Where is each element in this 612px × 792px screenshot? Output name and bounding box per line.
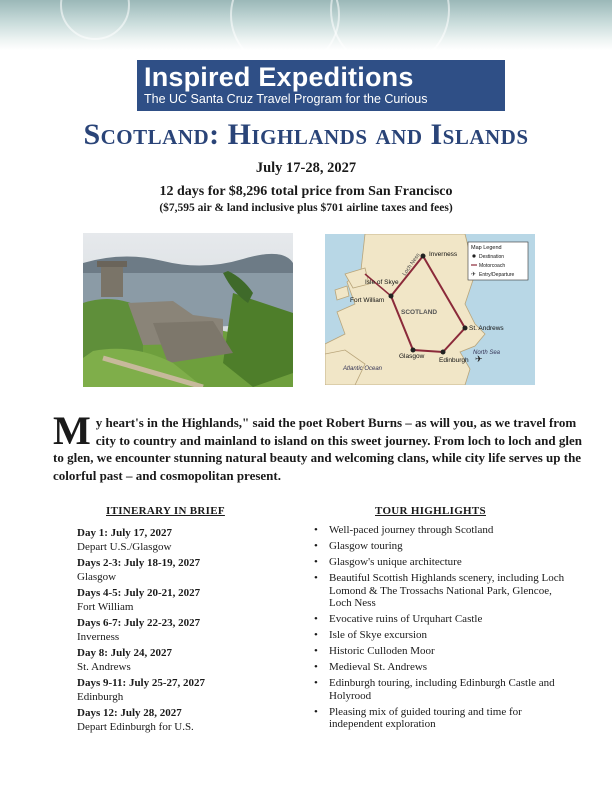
itinerary-day	[77, 617, 297, 644]
itinerary-day-title: Days 4-5: July 20-21, 2027	[77, 587, 201, 599]
highlight-item: • Evocative ruins of Urquhart Castle	[313, 613, 573, 626]
itinerary-day-title: Day 8: July 24, 2027	[77, 647, 173, 659]
itinerary-day	[77, 647, 297, 674]
map-label-isle-of-skye: Isle of Skye	[365, 279, 399, 286]
page-title: Scotland: Highlands and Islands	[83, 118, 529, 151]
highlight-item: • Well-paced journey through Scotland	[313, 524, 573, 537]
map-label-inverness: Inverness	[429, 251, 458, 258]
top-banner	[0, 0, 612, 50]
tour-price: 12 days for $8,296 total price from San Francisco	[159, 184, 453, 199]
map-label-loch-ness: Loch Ness	[401, 252, 422, 278]
itinerary-day-place: Depart U.S./Glasgow	[77, 540, 172, 553]
highlights-list	[313, 524, 573, 734]
highlight-item: • Pleasing mix of guided touring and time for independent exploration	[313, 706, 573, 731]
itinerary-list	[77, 527, 297, 737]
itinerary-day-place: Edinburgh	[77, 690, 124, 703]
map-label-st-andrews: St. Andrews	[469, 325, 504, 332]
intro-text: y heart's in the Highlands," said the poet Robert Burns – as will you, as we travel from city to country and mainland to island on this sweet journey. From loch to loch and glen to glen, we encounter stunning natural beauty and welcoming clans, while city life serves up the colorful past – and cosmopolitan present.	[53, 415, 582, 483]
legend-item-motorcoach: Motorcoach	[479, 263, 506, 269]
route-map	[325, 234, 535, 385]
itinerary-day-place: Glasgow	[77, 570, 117, 583]
itinerary-day-title: Days 2-3: July 18-19, 2027	[77, 557, 201, 569]
coin-decoration	[330, 0, 450, 50]
highlight-item: • Historic Culloden Moor	[313, 645, 573, 658]
coin-decoration	[60, 0, 130, 40]
highlights-heading: TOUR HIGHLIGHTS	[375, 505, 486, 517]
map-label-edinburgh: Edinburgh	[439, 357, 469, 364]
itinerary-day-place: Fort William	[77, 600, 134, 613]
highlight-item: • Beautiful Scottish Highlands scenery, including Loch Lomond & The Trossachs National Park, Glencoe, Loch Ness	[313, 572, 573, 610]
coin-decoration	[230, 0, 340, 50]
itinerary-day-title: Days 12: July 28, 2027	[77, 707, 182, 719]
logo-subtitle: The UC Santa Cruz Travel Program for the Curious	[144, 92, 428, 106]
airplane-icon: ✈	[475, 354, 483, 364]
legend-item-entry-departure: Entry/Departure	[479, 272, 515, 278]
castle-photo	[83, 233, 293, 387]
price-detail: ($7,595 air & land inclusive plus $701 airline taxes and fees)	[159, 202, 453, 214]
itinerary-day	[77, 677, 297, 704]
map-label-scotland: SCOTLAND	[401, 309, 438, 316]
map-label-north-sea: North Sea	[473, 350, 501, 356]
logo-title: Inspired Expeditions	[144, 62, 414, 92]
itinerary-day	[77, 557, 297, 584]
drop-cap: M	[53, 408, 91, 453]
highlight-item: • Glasgow's unique architecture	[313, 556, 573, 569]
itinerary-day	[77, 587, 297, 614]
itinerary-heading: ITINERARY IN BRIEF	[106, 505, 225, 517]
legend-item-destination: Destination	[479, 254, 505, 260]
itinerary-day-place: Inverness	[77, 630, 120, 643]
intro-paragraph	[53, 408, 583, 484]
itinerary-day-title: Day 1: July 17, 2027	[77, 527, 173, 539]
brand-logo	[137, 60, 505, 111]
highlight-item: • Edinburgh touring, including Edinburgh Castle and Holyrood	[313, 677, 573, 702]
itinerary-day	[77, 527, 297, 554]
highlight-item: • Medieval St. Andrews	[313, 661, 573, 674]
tour-dates: July 17-28, 2027	[255, 160, 357, 176]
highlight-item: • Glasgow touring	[313, 540, 573, 553]
highlight-item: • Isle of Skye excursion	[313, 629, 573, 642]
itinerary-day-title: Days 9-11: July 25-27, 2027	[77, 677, 206, 689]
itinerary-day-place: Depart Edinburgh for U.S.	[77, 720, 194, 733]
map-legend-title: Map Legend	[471, 245, 502, 251]
map-label-atlantic: Atlantic Ocean	[343, 366, 383, 372]
map-label-fort-william: Fort William	[350, 297, 385, 304]
legend-airplane-icon: ✈	[471, 272, 477, 278]
map-label-glasgow: Glasgow	[399, 353, 425, 360]
itinerary-day	[77, 707, 297, 734]
itinerary-day-place: St. Andrews	[77, 660, 131, 673]
itinerary-day-title: Days 6-7: July 22-23, 2027	[77, 617, 201, 629]
